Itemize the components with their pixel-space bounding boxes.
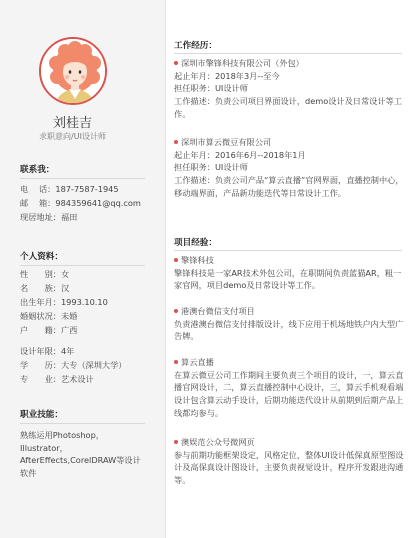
personal-field [20, 374, 94, 386]
email-row [20, 198, 141, 210]
personal-divider [20, 265, 145, 266]
personal-field [20, 283, 69, 295]
address-value: 福田 [60, 212, 78, 222]
company-name: 深圳市擎锋科技有限公司（外包） [181, 58, 304, 68]
skills-heading: 职业技能： [20, 410, 63, 420]
project-item [174, 305, 406, 343]
personal-field [20, 325, 77, 337]
address-label: 现居地址： [20, 212, 61, 222]
email-label: 邮 箱： [20, 198, 56, 208]
bullet-dot-icon [174, 258, 178, 262]
field-value: 艺术设计 [60, 374, 94, 384]
avatar [39, 37, 107, 105]
work-role: 担任职务：UI设计师 [174, 162, 248, 173]
contact-divider [20, 178, 145, 179]
project-title: 澳娱范公众号微网页 [181, 437, 255, 447]
project-title: 算云直播 [181, 357, 214, 367]
project-title: 港澳台微信支付项目 [181, 306, 255, 316]
work-item [174, 136, 406, 200]
project-item [174, 436, 406, 487]
project-name [174, 305, 406, 318]
work-desc: 工作描述：负责公司项目界面设计，demo设计及日常设计等工作。 [174, 96, 402, 119]
project-desc: 参与前期功能框架设定，风格定位，整体UI设计低保真原型图设计及高保真设计图设计，主要负责视觉设计，程序开发跟进沟通等。 [174, 449, 404, 486]
project-desc: 擎锋科技是一家AR技术外包公司，在职期间负责蓝猫AR，粗一家官网，项目demo及日常设计等工作。 [174, 267, 402, 291]
project-item [174, 356, 406, 420]
work-company [174, 136, 406, 149]
project-item [174, 254, 406, 292]
project-name [174, 436, 406, 449]
skills-text: 熟练运用Photoshop，Illustrator，AfterEffects,CorelDRAW等设计软件 [20, 430, 141, 479]
field-value: 汉 [60, 283, 70, 293]
projects-heading: 项目经验： [174, 238, 217, 248]
work-period: 起止年月：2016年6月--2018年1月 [174, 149, 306, 160]
projects-divider [174, 250, 402, 251]
bullet-dot-icon [174, 140, 178, 144]
bullet-dot-icon [174, 440, 178, 444]
project-name [174, 356, 406, 369]
field-label: 户 籍： [20, 325, 61, 335]
personal-field [20, 297, 108, 309]
field-label: 名 族： [20, 283, 61, 293]
profile-name: 刘桂吉 [52, 116, 92, 131]
field-label: 设计年限： [20, 346, 61, 356]
project-desc: 在算云微豆公司工作期间主要负责三个项目的设计，一，算云直播官网设计，二，算云直播控制中心设计，三，算云手机观看端设计包含算云动手设计，后期功能迭代设计从前期到后期产品上线都均参与。 [174, 369, 404, 418]
field-label: 婚姻状况： [20, 311, 61, 321]
personal-field [20, 360, 126, 372]
field-label: 性 别： [20, 269, 61, 279]
field-value: 广西 [60, 325, 78, 335]
bullet-dot-icon [174, 360, 178, 364]
job-objective: 求职意向/UI设计师 [39, 132, 106, 141]
work-item [174, 57, 406, 121]
work-divider [174, 53, 402, 54]
work-company [174, 57, 406, 70]
project-title: 擎锋科技 [181, 255, 214, 265]
field-value: 1993.10.10 [60, 297, 108, 307]
field-label: 学 历： [20, 360, 61, 370]
personal-field [20, 269, 69, 281]
field-value: 未婚 [60, 311, 78, 321]
project-desc: 负责港澳台微信支付排版设计，线下应用于机场地铁户内大型广告牌。 [174, 318, 404, 342]
personal-field [20, 346, 74, 358]
bullet-dot-icon [174, 309, 178, 313]
work-period: 起止年月：2018年3月--至今 [174, 70, 280, 81]
phone-row [20, 184, 119, 196]
contact-heading: 联系我： [20, 165, 55, 175]
column-divider [165, 0, 166, 538]
company-name: 深圳市算云微豆有限公司 [181, 137, 272, 147]
work-role: 担任职务：UI设计师 [174, 83, 248, 94]
field-label: 专 业： [20, 374, 61, 384]
personal-field [20, 311, 77, 323]
work-heading: 工作经历： [174, 41, 217, 51]
email-value: 984359641@qq.com [55, 198, 141, 208]
address-row [20, 212, 77, 224]
personal-heading: 个人资料： [20, 252, 63, 262]
bullet-dot-icon [174, 61, 178, 65]
field-label: 出生年月： [20, 297, 61, 307]
skills-divider [20, 423, 145, 424]
project-name [174, 254, 406, 267]
phone-label: 电 话： [20, 184, 56, 194]
field-value: 大专（深圳大学） [60, 360, 127, 370]
work-desc: 工作描述：负责公司产品“算云直播”官网界面，直播控制中心，移动端界面，产品新功能迭代等日常设计工作。 [174, 175, 404, 198]
field-value: 4年 [60, 346, 75, 356]
field-value: 女 [60, 269, 70, 279]
phone-value: 187-7587-1945 [55, 184, 119, 194]
